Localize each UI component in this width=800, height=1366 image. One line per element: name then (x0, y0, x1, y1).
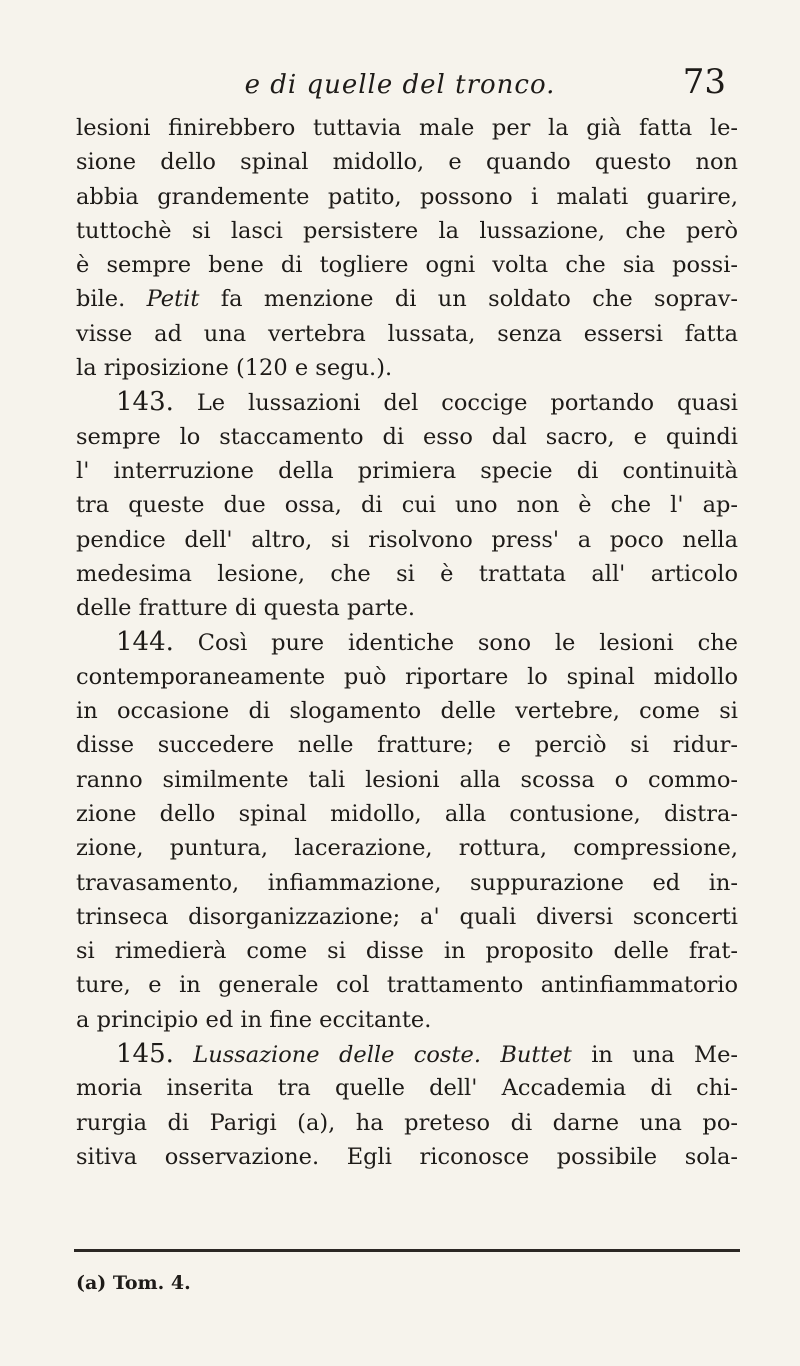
italic-segment: Lussazione delle coste. Buttet (173, 1042, 572, 1069)
paragraph-number: 144. (116, 627, 174, 658)
text-line: zione, puntura, lacerazione, rottura, compressione, (76, 835, 738, 862)
text-segment: Così pure identiche sono le lesioni che (173, 630, 738, 657)
text-line (76, 625, 738, 659)
text-segment: in una Me- (571, 1042, 739, 1069)
text-line: rurgia di Parigi (a), ha preteso di darne una po- (76, 1109, 738, 1136)
text-line: medesima lesione, che si è trattata all' articolo (76, 560, 738, 587)
text-line: l' interruzione della primiera specie di continuità (76, 457, 738, 484)
paragraph-number: 145. (116, 1039, 174, 1070)
text-line: la riposizione (120 e segu.). (76, 355, 393, 382)
text-line: sempre lo staccamento di esso dal sacro, e quindi (76, 423, 738, 450)
text-line (76, 282, 738, 316)
text-line: visse ad una vertebra lussata, senza essersi fatta (76, 320, 738, 347)
text-segment: bile. (76, 286, 147, 313)
text-line: contemporaneamente può riportare lo spinal midollo (76, 663, 738, 690)
paragraph-number: 143. (116, 387, 174, 418)
running-header (0, 58, 800, 104)
text-line: ture, e in generale col trattamento antinfiammatorio (76, 972, 738, 999)
text-line: zione dello spinal midollo, alla contusione, distra- (76, 800, 738, 827)
text-line: lesioni finirebbero tuttavia male per la già fatta le- (76, 115, 738, 141)
text-line: a principio ed in fine eccitante. (76, 1006, 432, 1033)
text-line: pendice dell' altro, si risolvono press' a poco nella (76, 526, 738, 553)
text-line: tuttochè si lasci persistere la lussazione, che però (76, 217, 738, 244)
text-segment: fa menzione di un soldato che soprav- (199, 286, 739, 313)
text-line: tra queste due ossa, di cui uno non è che l' ap- (76, 492, 738, 519)
text-line (76, 385, 738, 419)
running-title: e di quelle del tronco. (244, 70, 556, 100)
text-line: moria inserita tra quelle dell' Accademia di chi- (76, 1075, 738, 1102)
italic-segment: Petit (146, 286, 200, 313)
text-line: è sempre bene di togliere ogni volta che sia possi- (76, 252, 738, 279)
text-line: sitiva osservazione. Egli riconosce possibile sola- (76, 1143, 738, 1170)
footnote-rule (74, 1249, 740, 1252)
text-line (76, 1037, 738, 1071)
page-number: 73 (682, 62, 726, 102)
text-line: ranno similmente tali lesioni alla scossa o commo- (76, 766, 738, 793)
text-line: travasamento, infiammazione, suppurazione ed in- (76, 869, 738, 896)
text-line: trinseca disorganizzazione; a' quali diversi sconcerti (76, 903, 738, 930)
text-line: in occasione di slogamento delle vertebre, come si (76, 698, 738, 725)
text-segment: Le lussazioni del coccige portando quasi (173, 390, 738, 417)
body-text (76, 111, 738, 1174)
text-line: disse succedere nelle fratture; e perciò si ridur- (76, 732, 738, 759)
text-line: abbia grandemente patito, possono i malati guarire, (76, 183, 738, 210)
text-line: sione dello spinal midollo, e quando questo non (76, 149, 738, 176)
text-line: si rimedierà come si disse in proposito delle frat- (76, 938, 738, 965)
footnote: (a) Tom. 4. (76, 1272, 191, 1294)
text-line: delle fratture di questa parte. (76, 595, 416, 622)
